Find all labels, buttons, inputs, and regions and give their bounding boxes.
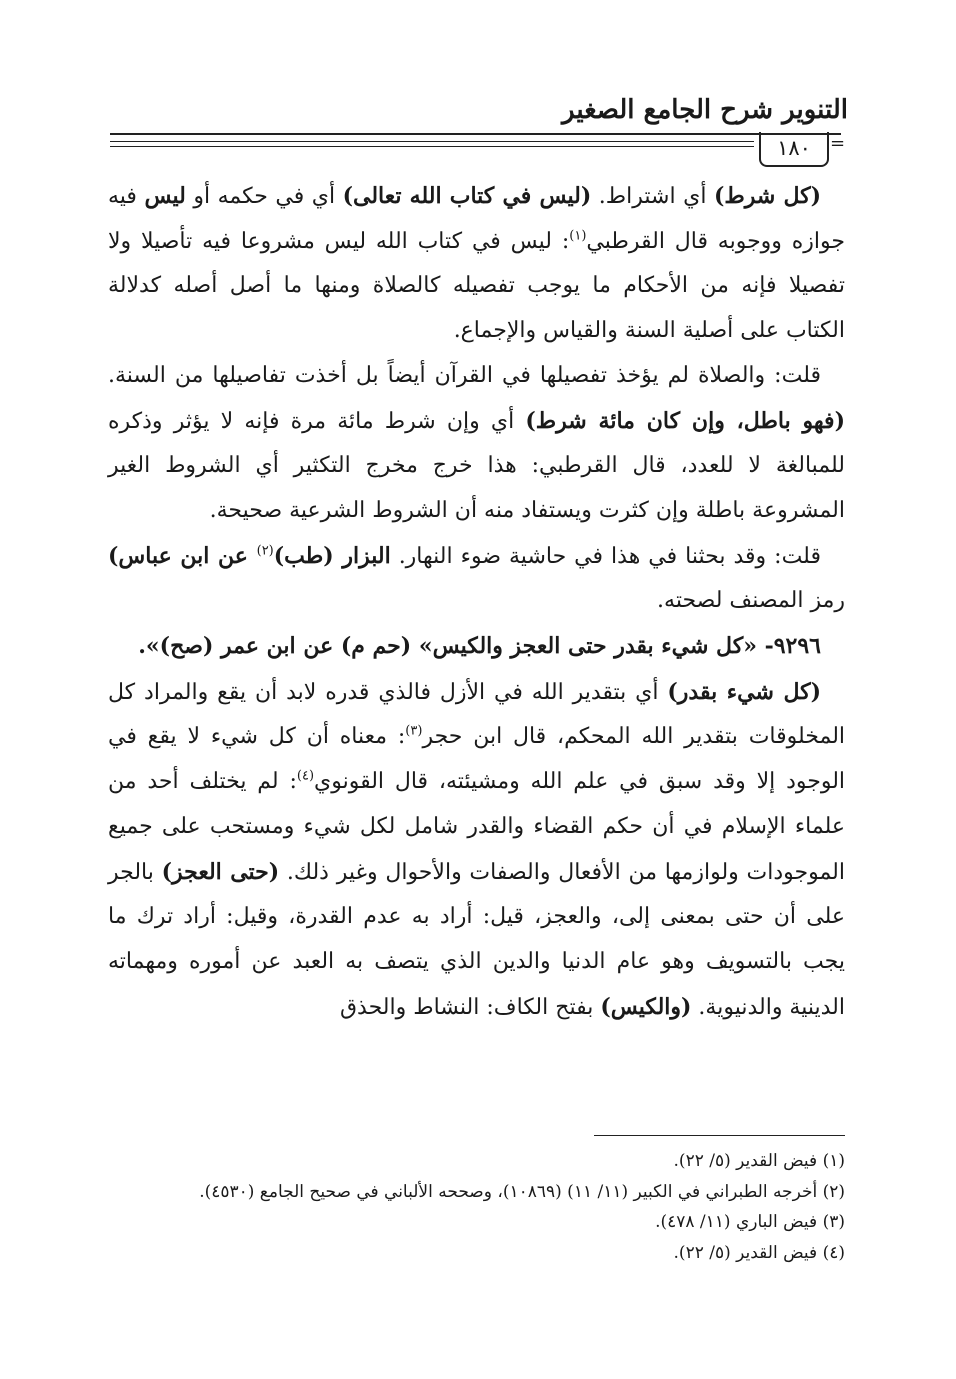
header-rule-thin-1 [110, 141, 754, 142]
bold-segment: البزار (طب) [273, 542, 391, 569]
text-segment: أي وإن شرط مائة مرة فإنه لا يؤثر وذكره للمبالغة لا للعدد، قال القرطبي: هذا خرج مخرج التكثير أي الشروط الغير المشروعة باطلة وإن كثرت ويستفاد منه أن الشروط الشرعية صحيحة. [108, 408, 845, 523]
bold-segment: (حتى العجز) [161, 858, 280, 885]
footnote-item: (٣) فيض الباري (١١/ ٤٧٨). [655, 1212, 845, 1232]
header-rule [110, 133, 841, 135]
text-segment: : لم يختلف أحد من علماء الإسلام في أن حكم القضاء والقدر شامل لكل شيء ومستحب على جميع الموجودات ولوازمها من الأفعال والصفات والأحوال وغير ذلك. [108, 769, 845, 885]
footnote-ref: (٣) [405, 724, 423, 740]
footnotes [108, 1146, 845, 1268]
running-head-title: التنوير شرح الجامع الصغير [562, 95, 848, 125]
bold-segment: ٩٢٩٦- «كل شيء بقدر حتى العجز والكيس» (حم م) عن ابن عمر (صح)». [138, 633, 821, 660]
paragraph [108, 174, 845, 354]
text-segment: قلت: والصلاة لم يؤخذ تفصيلها في القرآن أيضاً بل أخذت تفاصيلها من السنة. [108, 362, 821, 388]
footnote-item: (٤) فيض القدير (٥/ ٢٢). [673, 1242, 845, 1263]
footnote-ref: (٤) [296, 768, 315, 784]
bold-segment: (كل شرط) [713, 183, 822, 209]
bold-segment: عن ابن عباس) [108, 542, 257, 569]
footnote-ref: (٢) [256, 543, 274, 559]
text-segment: بفتح الكاف: النشاط والحذق [339, 994, 601, 1020]
footnote-rule [594, 1135, 845, 1136]
footnote-item: (٢) أخرجه الطبراني في الكبير (١١/ ١١) (١٠٨٦٩)، وصححه الألباني في صحيح الجامع (٤٥٣٠). [199, 1181, 845, 1202]
bold-segment: (فهو باطل، وإن كان مائة شرط) [525, 407, 845, 434]
text-segment: أي اشتراط. [591, 184, 714, 209]
header-rule-thin-2 [110, 146, 754, 147]
bold-segment: (ليس في كتاب الله تعالى) [342, 183, 592, 209]
text-segment: فيه جوازه ووجوبه قال القرطبي [108, 184, 845, 254]
bold-segment: (كل شيء بقدر) [667, 678, 821, 705]
page-number-mark: = [830, 133, 846, 154]
paragraph [108, 534, 845, 624]
text-segment: بالجر على أن حتى بمعنى إلى، والعجز، قيل: أراد به عدم القدرة، وقيل: أراد ترك ما يجب بالتسويف وهو عام الدنيا والدين الذي يتصف به العبد عن أموره ومهماته الدينية والدنيوية. [108, 859, 845, 1020]
bold-segment: ليس [144, 183, 186, 209]
text-segment: أي في حكمه أو [185, 184, 343, 209]
text-segment: رمز المصنف لصحته. [657, 588, 845, 614]
paragraph [108, 354, 845, 534]
main-text [108, 174, 845, 1030]
paragraph [108, 624, 845, 670]
text-segment: أي بتقدير الله في الأزل فالذي قدره لابد أن يقع والمراد كل المخلوقات بتقدير الله المحكم، قال ابن حجر [108, 679, 846, 750]
text-segment: : ليس في كتاب الله ليس مشروعا فيه تأصيلا ولا تفصيلا فإنه من الأحكام ما يوجب تفصيله كالصلاة ومنها ما أصل أصله كدلالة الكتاب على أصلية السنة والقياس والإجماع. [108, 228, 845, 344]
footnote-item: (١) فيض القدير (٥/ ٢٢). [673, 1151, 845, 1171]
text-segment: : معناه أن كل شيء لا يقع في الوجود إلا وقد سبق في علم الله ومشيئته، قال القونوي [108, 724, 846, 795]
text-segment: قلت: وقد بحثنا في هذا في حاشية ضوء النهار. [390, 543, 821, 569]
footnote-ref: (١) [569, 228, 587, 244]
bold-segment: (والكيس) [600, 993, 692, 1020]
page-number: ١٨٠ [759, 132, 829, 167]
paragraph [108, 670, 845, 1031]
